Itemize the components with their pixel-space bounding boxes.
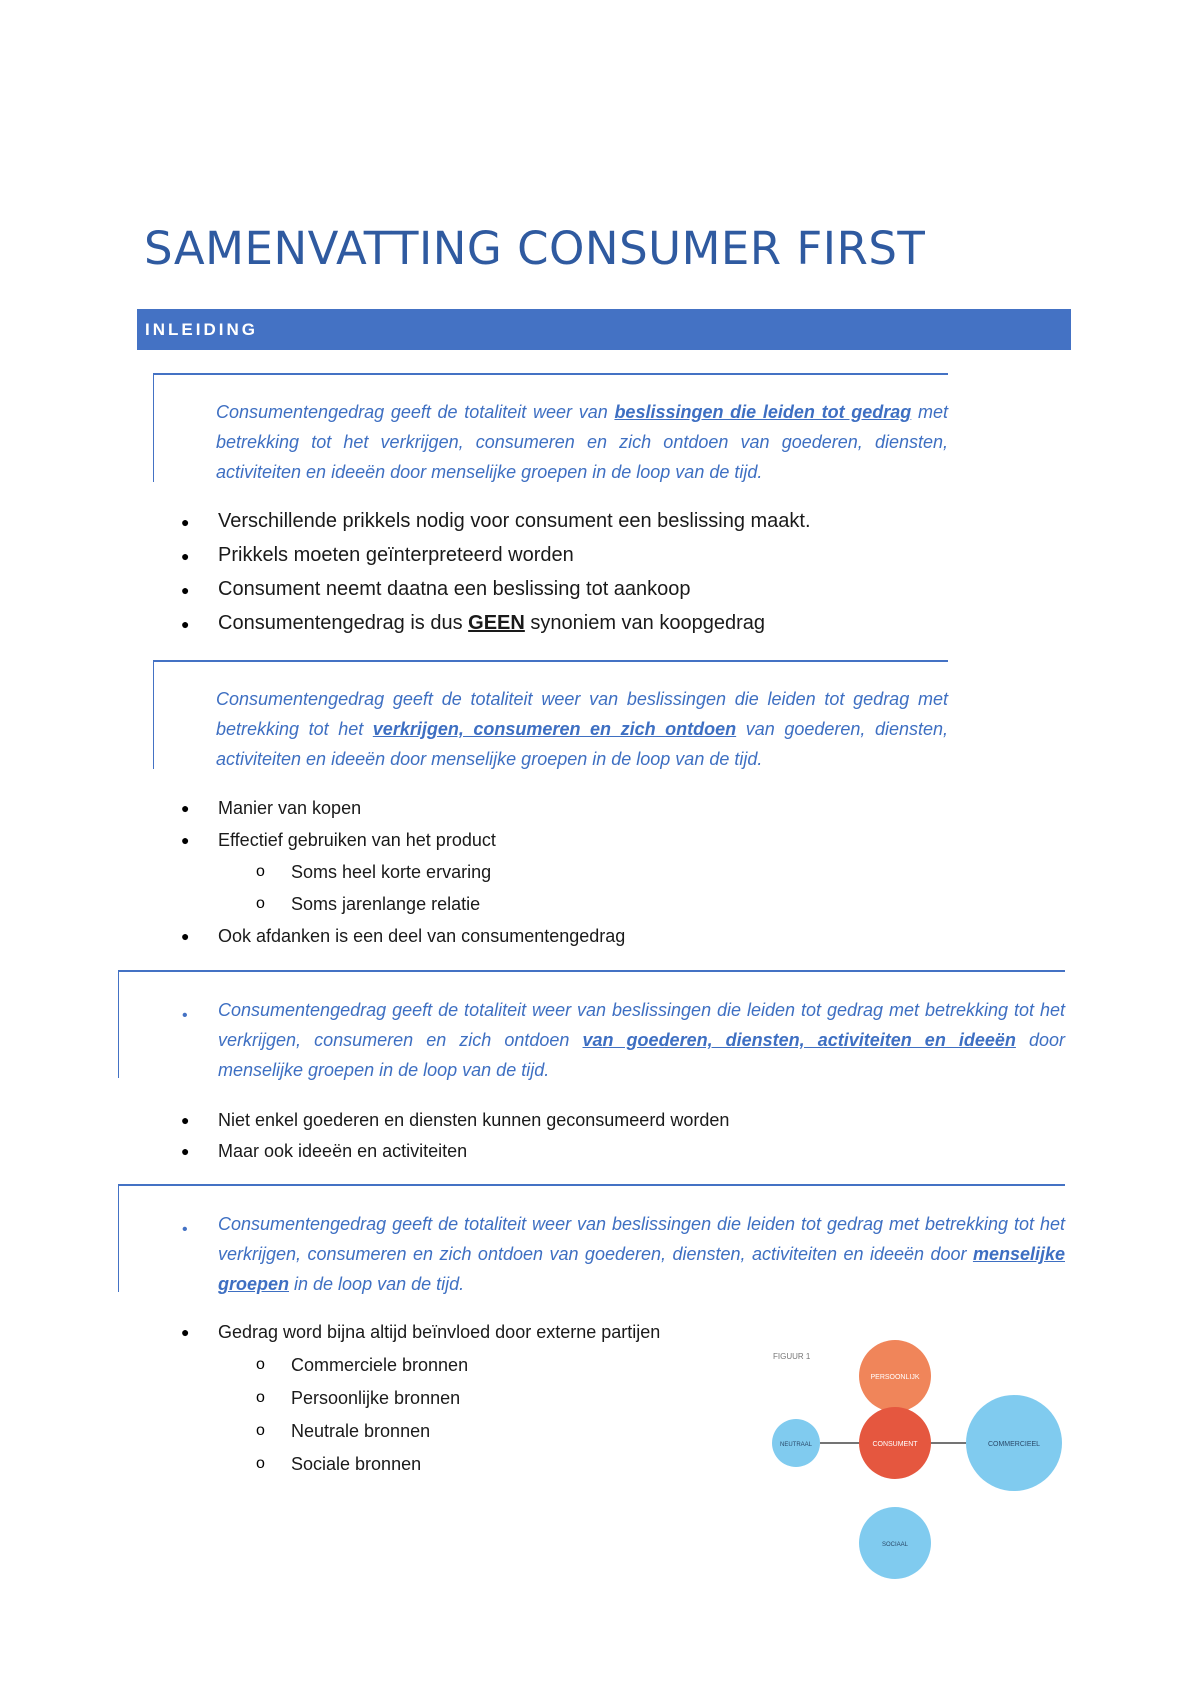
list-item [181, 922, 626, 954]
list-item-text: Soms heel korte ervaring [291, 862, 492, 882]
quote-text [216, 684, 948, 774]
list-item [181, 1318, 661, 1351]
list-item-text-post: synoniem van koopgedrag [524, 612, 765, 634]
list-item-text: Verschillende prikkels nodig voor consument een beslissing maakt. [218, 510, 811, 532]
list-item-text: Sociale bronnen [291, 1454, 422, 1474]
bullet-list-bronnen [181, 1318, 661, 1483]
bullet-list-consumptie [181, 794, 626, 954]
list-item-text: Niet enkel goederen en diensten kunnen geconsumeerd worden [218, 1110, 730, 1130]
bullet-list-prikkels [181, 506, 811, 642]
quote-text-pre: Consumentengedrag geeft de totaliteit weer van beslissingen die leiden tot gedrag met betrekking tot het [216, 689, 948, 739]
quote-text [218, 1209, 1065, 1299]
sub-list-item [218, 1450, 660, 1483]
list-item-text: Manier van kopen [218, 798, 362, 818]
definition-quote-2 [153, 660, 948, 769]
list-item [181, 574, 811, 608]
bullet-list-goederen [181, 1106, 730, 1168]
quote-bullet-icon: • [182, 1007, 188, 1024]
sub-list-item [218, 858, 625, 890]
quote-text-pre: Consumentengedrag geeft de totaliteit weer van beslissingen die leiden tot gedrag met betrekking tot het verkrijgen, consumeren en zich ontdoen van goederen, diensten, activiteiten en ideeën door [218, 1214, 1065, 1264]
quote-text [218, 995, 1065, 1085]
section-heading-label: INLEIDING [145, 320, 258, 339]
definition-quote-3 [118, 970, 1065, 1078]
list-item-text: Consument neemt daatna een beslissing tot aankoop [218, 578, 691, 600]
node-label-neutraal: NEUTRAAL [779, 1442, 813, 1448]
quote-text-post: door menselijke groepen in de loop van de tijd. [218, 1030, 1065, 1080]
emphasis-text: GEEN [468, 612, 525, 634]
bullet-icon: ● [181, 1112, 190, 1128]
section-heading-inleiding [137, 309, 1071, 350]
list-item-text: Effectief gebruiken van het product [218, 830, 496, 850]
quote-text-post: met betrekking tot het verkrijgen, consumeren en zich ontdoen van goederen, diensten, activiteiten en ideeën door menselijke groepen in de loop van de tijd. [216, 402, 949, 482]
quote-text-post: van goederen, diensten, activiteiten en ideeën door menselijke groepen in de loop van de tijd. [216, 719, 949, 769]
node-label-commercieel: COMMERCIEEL [987, 1441, 1041, 1448]
sub-bullet-icon: o [256, 863, 265, 880]
sub-list-item [218, 1417, 660, 1450]
list-item [181, 540, 811, 574]
node-label-consument: CONSUMENT [872, 1441, 918, 1448]
list-item-text: Neutrale bronnen [291, 1421, 431, 1441]
bullet-icon: ● [181, 832, 190, 848]
influence-diagram [760, 1330, 1080, 1590]
sub-bullet-icon: o [256, 1455, 265, 1472]
sub-bullet-icon: o [256, 895, 265, 912]
list-item-text: Gedrag word bijna altijd beïnvloed door externe partijen [218, 1322, 661, 1342]
definition-quote-1 [153, 373, 948, 482]
bullet-icon: ● [181, 1143, 190, 1159]
quote-bullet-icon: • [182, 1221, 188, 1238]
list-item-text: Consumentengedrag is dus [218, 612, 469, 634]
diagram-caption: FIGUUR 1 [773, 1352, 811, 1361]
sub-bullet-icon: o [256, 1356, 265, 1373]
bullet-icon: ● [181, 1324, 190, 1340]
list-item [181, 1106, 730, 1137]
quote-highlight: beslissingen die leiden tot gedrag [614, 402, 912, 422]
bullet-icon: ● [181, 514, 190, 530]
list-item [181, 794, 625, 826]
sub-list-item [218, 1351, 660, 1384]
list-item-text: Persoonlijke bronnen [291, 1388, 461, 1408]
quote-text-pre: Consumentengedrag geeft de totaliteit weer van beslissingen die leiden tot gedrag met betrekking tot het verkrijgen, consumeren en zich ontdoen [218, 1000, 1065, 1050]
page-title: SAMENVATTING CONSUMER FIRST [144, 222, 926, 275]
bullet-icon: ● [181, 582, 190, 598]
sub-list-item [218, 890, 625, 922]
list-item-text: Prikkels moeten geïnterpreteerd worden [218, 544, 574, 566]
sub-bullet-icon: o [256, 1389, 265, 1406]
sub-list-item [218, 1384, 660, 1417]
quote-highlight: van goederen, diensten, activiteiten en ideeën [582, 1030, 1016, 1050]
list-item [181, 1137, 729, 1168]
bullet-icon: ● [181, 800, 190, 816]
bullet-icon: ● [181, 548, 190, 564]
quote-text-post: in de loop van de tijd. [289, 1274, 465, 1294]
list-item-text: Ook afdanken is een deel van consumentengedrag [218, 926, 626, 946]
node-label-sociaal: SOCIAAL [881, 1542, 909, 1548]
list-item [181, 506, 811, 540]
list-item [181, 826, 625, 858]
list-item [181, 608, 811, 642]
node-label-persoonlijk: PERSOONLIJK [870, 1374, 920, 1381]
bullet-icon: ● [181, 616, 190, 632]
definition-quote-4 [118, 1184, 1065, 1292]
quote-text [216, 397, 948, 487]
list-item-text: Soms jarenlange relatie [291, 894, 481, 914]
list-item-text: Commerciele bronnen [291, 1355, 469, 1375]
quote-highlight: menselijke groepen [218, 1244, 1065, 1294]
quote-highlight: verkrijgen, consumeren en zich ontdoen [372, 719, 737, 739]
bullet-icon: ● [181, 928, 190, 944]
list-item-text: Maar ook ideeën en activiteiten [218, 1141, 468, 1161]
quote-text-pre: Consumentengedrag geeft de totaliteit weer van [216, 402, 615, 422]
sub-bullet-icon: o [256, 1422, 265, 1439]
